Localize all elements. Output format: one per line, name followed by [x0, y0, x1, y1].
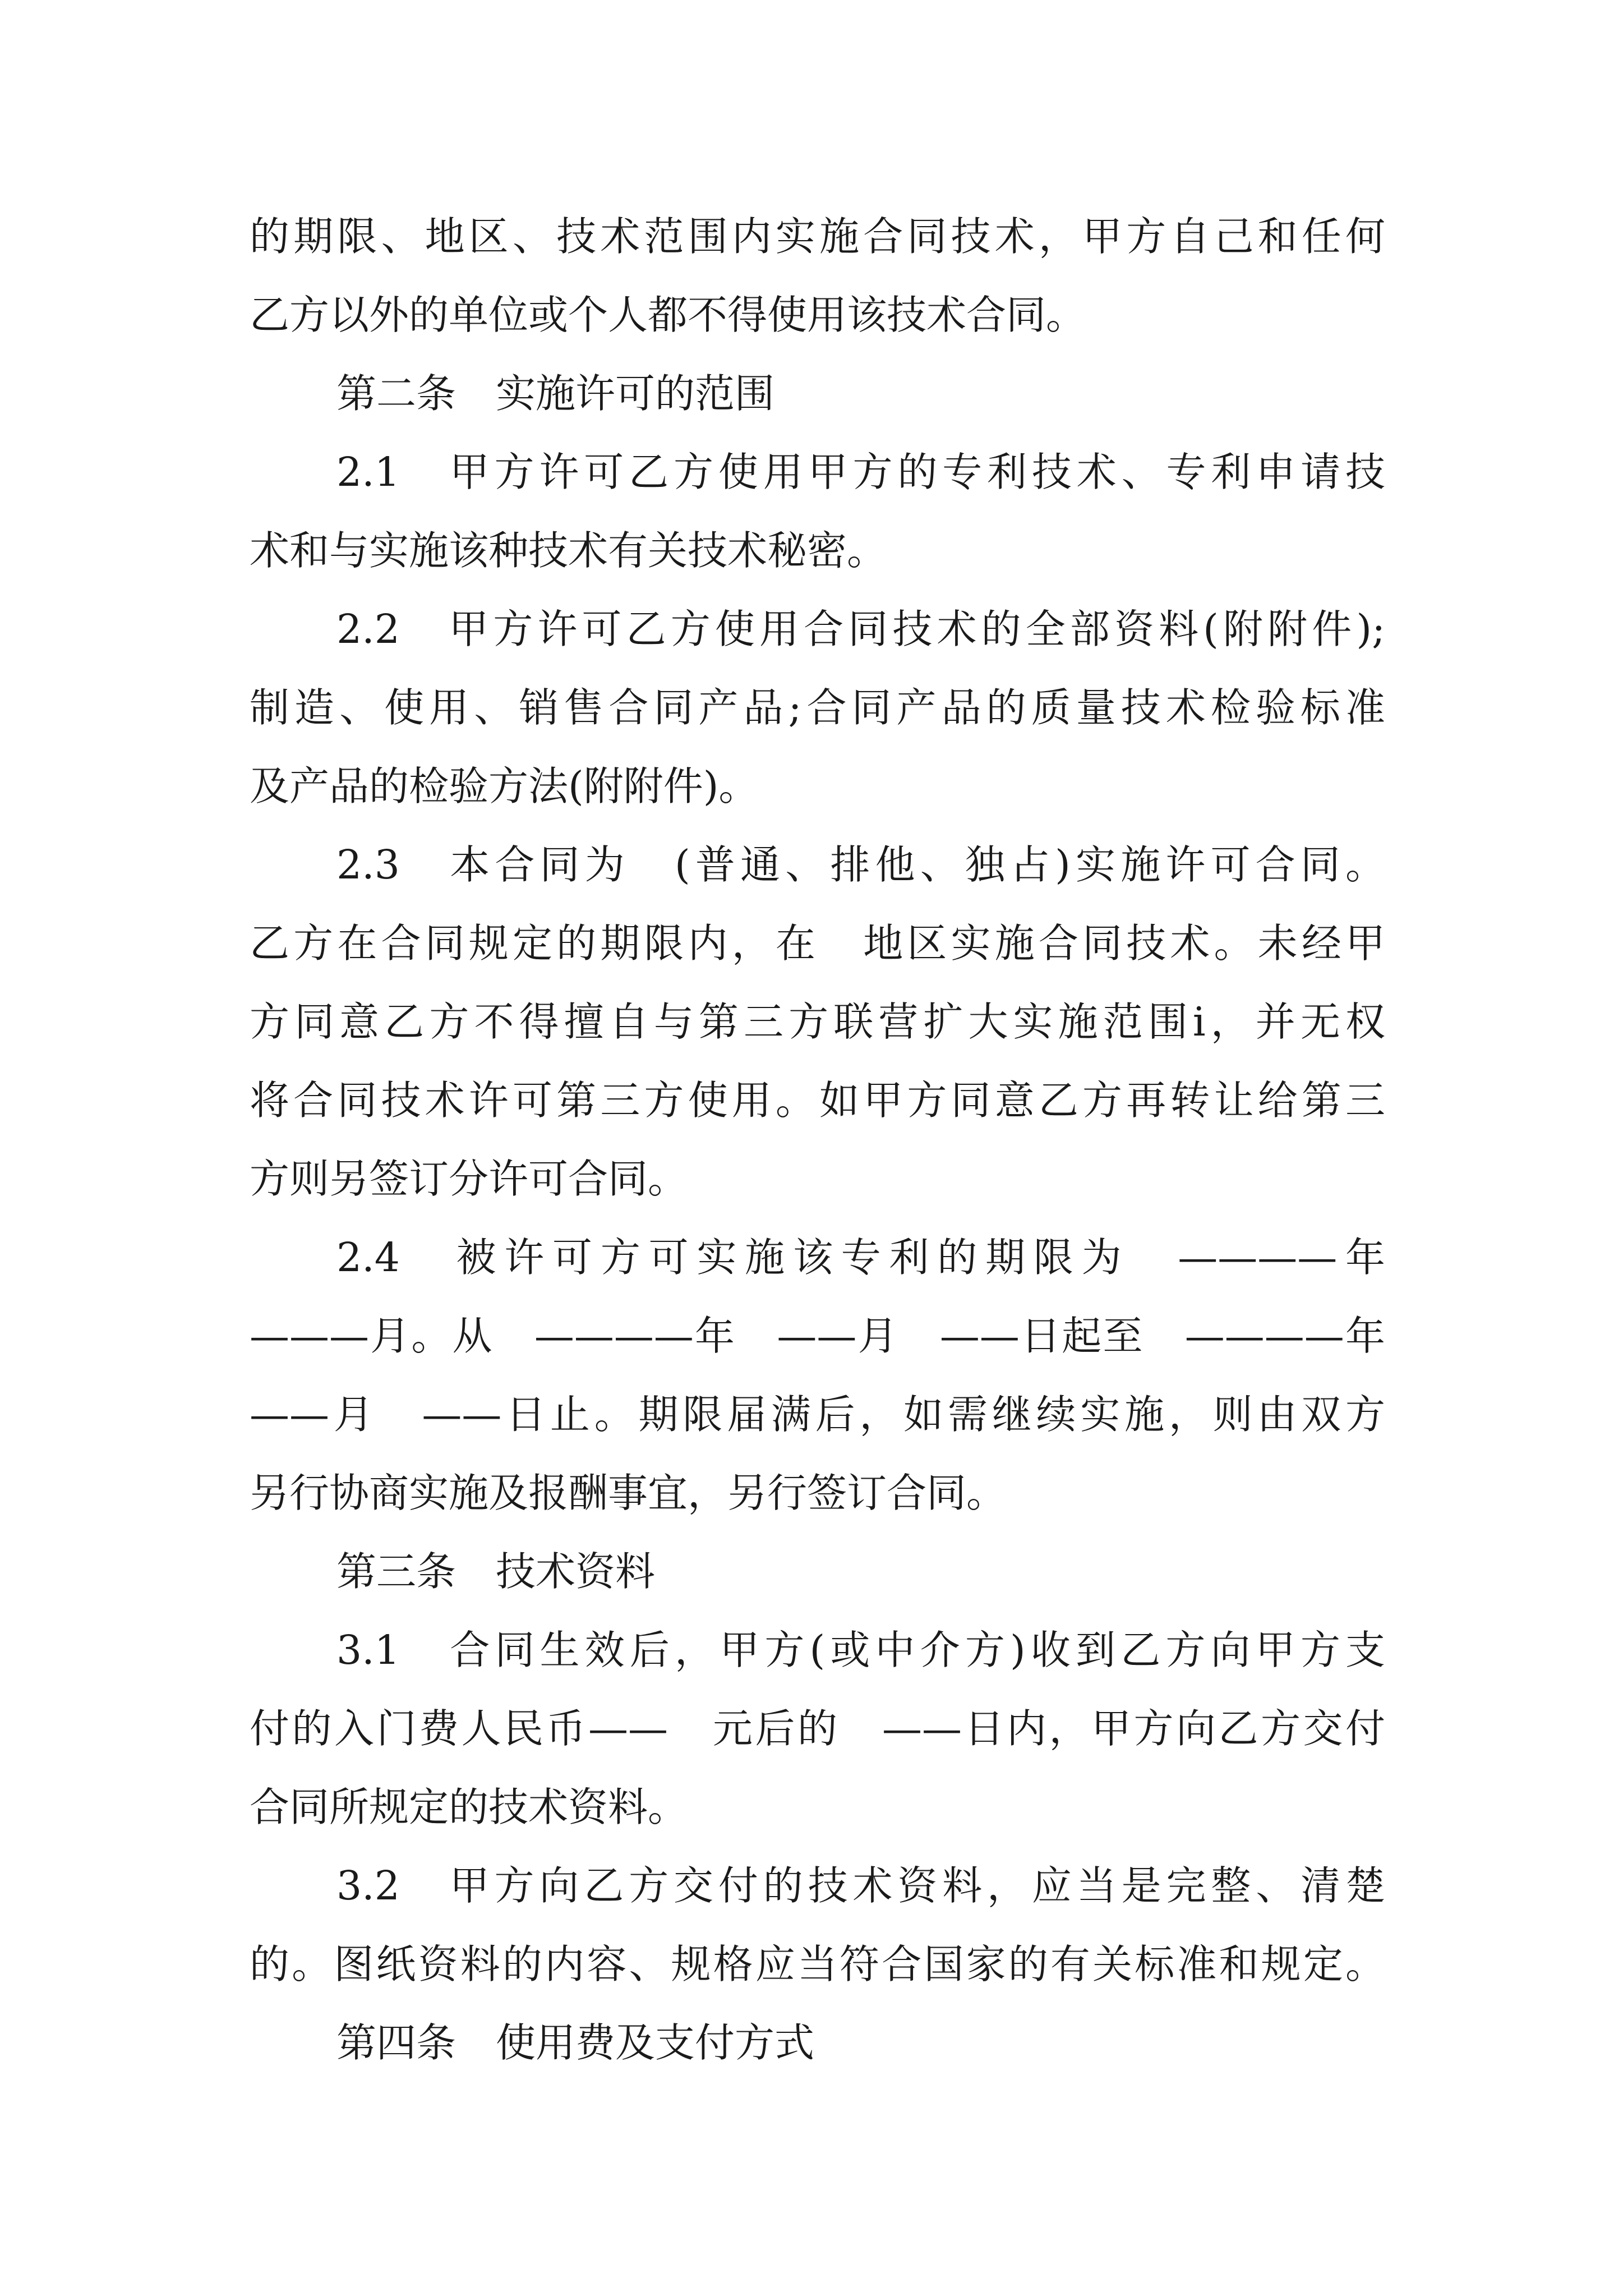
- clause-line: 2.3 本合同为 (普通、排他、独占)实施许可合同。: [336, 841, 1385, 888]
- section-heading: 第三条 技术资料: [336, 1548, 656, 1595]
- clause-line: 2.1 甲方许可乙方使用甲方的专利技术、专利申请技: [336, 449, 1385, 495]
- text-line: 制造、使用、销售合同产品;合同产品的质量技术检验标准: [250, 684, 1385, 731]
- text-line: 的期限、地区、技术范围内实施合同技术，甲方自己和任何: [250, 213, 1385, 260]
- clause-line: 2.4 被许可方可实施该专利的期限为 ————年: [336, 1234, 1385, 1281]
- text-line: 合同所规定的技术资料。: [250, 1784, 688, 1830]
- clause-line: 3.2 甲方向乙方交付的技术资料，应当是完整、清楚: [336, 1862, 1385, 1909]
- section-heading: 第四条 使用费及支付方式: [336, 2019, 815, 2066]
- text-line: 的。图纸资料的内容、规格应当符合国家的有关标准和规定。: [250, 1941, 1385, 1987]
- text-line: 将合同技术许可第三方使用。如甲方同意乙方再转让给第三: [250, 1077, 1385, 1124]
- text-line: 乙方在合同规定的期限内，在 地区实施合同技术。未经甲: [250, 920, 1385, 967]
- clause-line: 2.2 甲方许可乙方使用合同技术的全部资料(附附件);: [336, 606, 1385, 652]
- text-line: ———月。从 ————年 ——月 ——日起至 ————年: [250, 1313, 1385, 1359]
- text-line: 乙方以外的单位或个人都不得使用该技术合同。: [250, 292, 1086, 338]
- text-line: 方同意乙方不得擅自与第三方联营扩大实施范围i，并无权: [250, 999, 1385, 1045]
- section-heading: 第二条 实施许可的范围: [336, 370, 775, 417]
- text-line: 付的入门费人民币—— 元后的 ——日内，甲方向乙方交付: [250, 1705, 1385, 1752]
- text-line: 另行协商实施及报酬事宜，另行签订合同。: [250, 1470, 1007, 1516]
- text-line: 及产品的检验方法(附附件)。: [250, 763, 759, 809]
- text-line: 方则另签订分许可合同。: [250, 1156, 688, 1202]
- text-line: ——月 ——日止。期限届满后，如需继续实施，则由双方: [250, 1391, 1385, 1438]
- clause-line: 3.1 合同生效后，甲方(或中介方)收到乙方向甲方支: [336, 1627, 1385, 1673]
- text-line: 术和与实施该种技术有关技术秘密。: [250, 527, 887, 574]
